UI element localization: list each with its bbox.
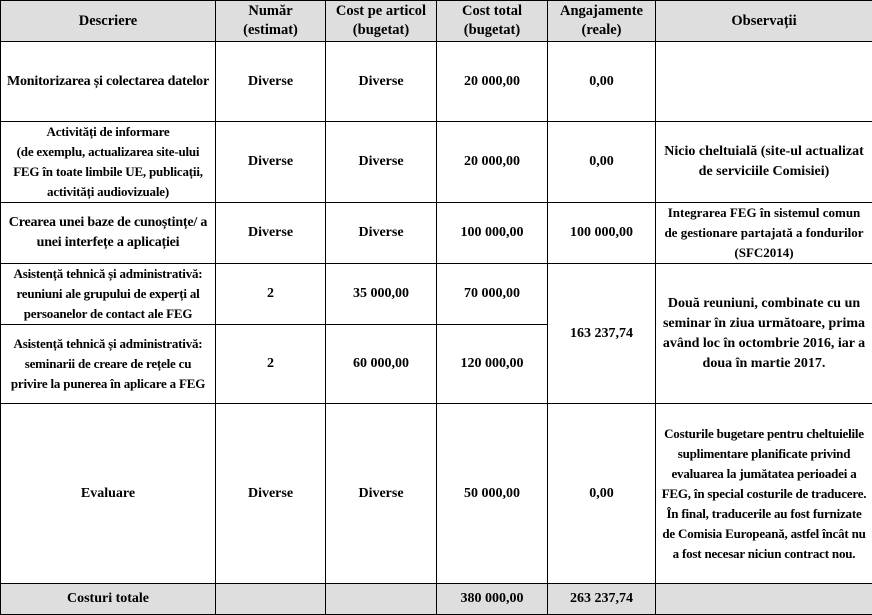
table-row [1, 203, 872, 264]
cell-cost-total: 20 000,00 [437, 42, 548, 122]
totals-row [1, 584, 872, 615]
cell-cost-total: 120 000,00 [437, 325, 548, 404]
header-observatii: Observații [656, 1, 872, 42]
header-row [1, 1, 872, 42]
totals-cost-total: 380 000,00 [437, 584, 548, 615]
cell-cost-articol: 60 000,00 [326, 325, 437, 404]
cell-numar: 2 [216, 325, 326, 404]
cell-angajamente: 0,00 [548, 122, 656, 203]
cell-descriere: Monitorizarea și colectarea datelor [1, 42, 216, 122]
table-row [1, 42, 872, 122]
table-row [1, 404, 872, 584]
totals-label: Costuri totale [1, 584, 216, 615]
cell-descriere: Asistență tehnică și administrativă: seminarii de creare de rețele cu privire la punerea în aplicare a FEG [1, 325, 216, 404]
header-descriere: Descriere [1, 1, 216, 42]
header-cost-articol: Cost pe articol (bugetat) [326, 1, 437, 42]
cell-descriere: Asistență tehnică și administrativă: reuniuni ale grupului de experți al persoanelor de contact ale FEG [1, 264, 216, 325]
cell-cost-articol: Diverse [326, 404, 437, 584]
cell-observatii [656, 42, 872, 122]
cell-cost-articol: Diverse [326, 203, 437, 264]
cell-observatii-merged: Două reuniuni, combinate cu un seminar în ziua următoare, prima având loc în octombrie 2016, iar a doua în martie 2017. [656, 264, 872, 404]
cell-cost-total: 100 000,00 [437, 203, 548, 264]
header-cost-total: Cost total (bugetat) [437, 1, 548, 42]
cell-cost-articol: 35 000,00 [326, 264, 437, 325]
totals-angajamente: 263 237,74 [548, 584, 656, 615]
cell-angajamente: 0,00 [548, 42, 656, 122]
cell-numar: Diverse [216, 203, 326, 264]
table-row [1, 122, 872, 203]
cell-descriere: Crearea unei baze de cunoștințe/ a unei interfețe a aplicației [1, 203, 216, 264]
cell-observatii: Integrarea FEG în sistemul comun de gestionare partajată a fondurilor (SFC2014) [656, 203, 872, 264]
cell-observatii: Costurile bugetare pentru cheltuielile suplimentare planificate privind evaluarea la jumătatea perioadei a FEG, în special costurile de traducere. În final, traducerile au fost furnizate de Comisia Europeană, astfel încât nu a fost necesar niciun contract nou. [656, 404, 872, 584]
header-angajamente: Angajamente (reale) [548, 1, 656, 42]
cell-angajamente: 100 000,00 [548, 203, 656, 264]
cell-cost-articol: Diverse [326, 122, 437, 203]
header-numar: Număr (estimat) [216, 1, 326, 42]
cell-numar: Diverse [216, 122, 326, 203]
cell-angajamente-merged: 163 237,74 [548, 264, 656, 404]
cell-numar: Diverse [216, 42, 326, 122]
totals-numar-empty [216, 584, 326, 615]
cell-cost-total: 50 000,00 [437, 404, 548, 584]
cell-cost-articol: Diverse [326, 42, 437, 122]
totals-observatii-empty [656, 584, 872, 615]
cell-cost-total: 20 000,00 [437, 122, 548, 203]
cell-observatii: Nicio cheltuială (site-ul actualizat de serviciile Comisiei) [656, 122, 872, 203]
cell-numar: 2 [216, 264, 326, 325]
cell-numar: Diverse [216, 404, 326, 584]
cell-cost-total: 70 000,00 [437, 264, 548, 325]
cell-angajamente: 0,00 [548, 404, 656, 584]
table-row [1, 264, 872, 325]
cell-descriere: Evaluare [1, 404, 216, 584]
totals-cost-articol-empty [326, 584, 437, 615]
cell-descriere: Activități de informare (de exemplu, actualizarea site-ului FEG în toate limbile UE, publicații, activități audiovizuale) [1, 122, 216, 203]
